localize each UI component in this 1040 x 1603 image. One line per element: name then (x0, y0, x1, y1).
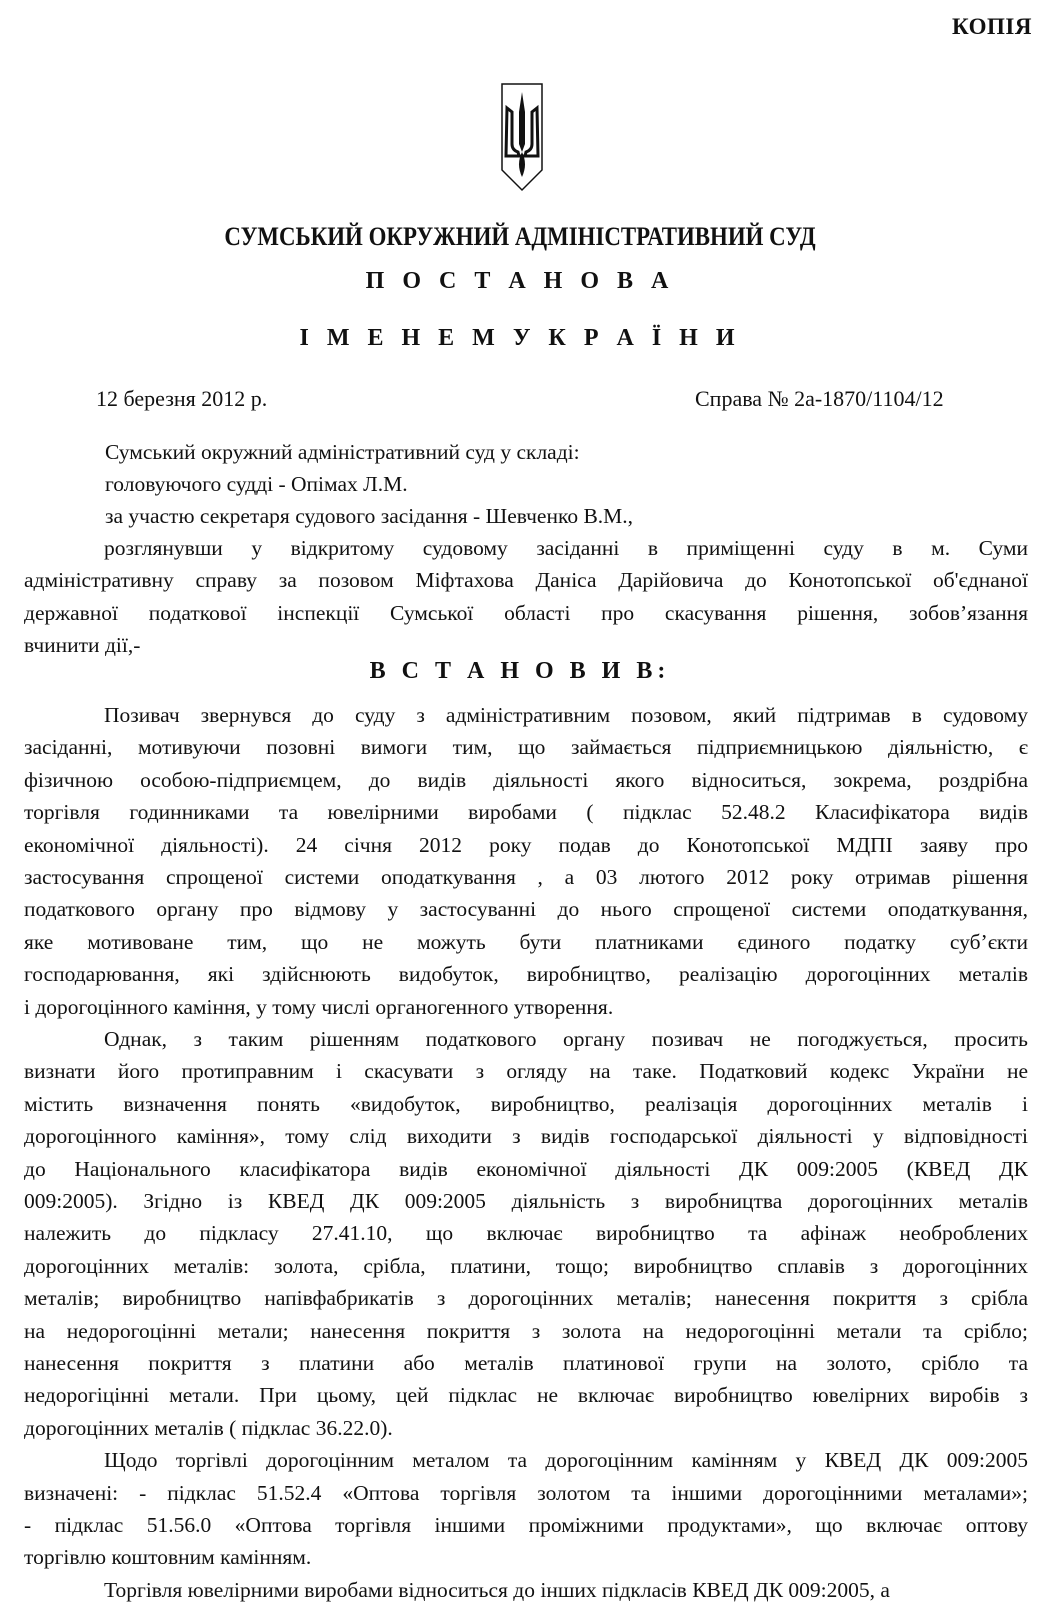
court-composition: Сумський окружний адміністративний суд у складі: (105, 440, 580, 464)
intro-line: адміністративну справу за позовом Міфтахова Даніса Дарійовича до Конотопської об'єднаної (24, 568, 1028, 593)
paragraph-line: торгівля годинниками та ювелірними виробами ( підклас 52.48.2 Класифікатора видів (24, 800, 1028, 825)
tryzub-icon (500, 82, 544, 192)
in-name-of-ukraine: І М Е Н Е М У К Р А Ї Н И (299, 325, 741, 351)
paragraph-line: господарювання, які здійснюють видобуток, виробництво, реалізацію дорогоцінних металів (24, 962, 1028, 987)
paragraph-line: визначені: - підклас 51.52.4 «Оптова торгівля золотом та іншими дорогоцінними металами»; (24, 1480, 1028, 1505)
paragraph-line: Щодо торгівлі дорогоцінним металом та дорогоцінним камінням у КВЕД ДК 009:2005 (104, 1448, 1028, 1473)
paragraph-line: податкового органу про відмову у застосуванні до нього спрощеної системи оподаткування, (24, 897, 1028, 922)
case-number: Справа № 2а-1870/1104/12 (695, 386, 944, 411)
paragraph-line: нанесення покриття з платини або металів платинової групи на золото, срібло та (24, 1351, 1028, 1375)
paragraph-line: Торгівля ювелірними виробами відноситься до інших підкласів КВЕД ДК 009:2005, а (104, 1577, 890, 1602)
paragraph-line: дорогоцінних металів ( підклас 36.22.0). (24, 1415, 393, 1440)
paragraph-line: торгівлю коштовним камінням. (24, 1545, 312, 1570)
paragraph-line: економічної діяльності). 24 січня 2012 року подав до Конотопської МДПІ заяву про (24, 832, 1028, 857)
document-type: П О С Т А Н О В А (365, 268, 675, 294)
court-secretary: за участю секретаря судового засідання - Шевченко В.М., (105, 504, 634, 528)
paragraph-line: засіданні, мотивуючи позовні вимоги тим, що займається підприємницькою діяльністю, є (24, 735, 1028, 760)
paragraph-line: - підклас 51.56.0 «Оптова торгівля іншими проміжними продуктами», що включає оптову (24, 1513, 1028, 1537)
paragraph-line: на недорогоцінні метали; нанесення покриття з золота на недорогоцінні метали та срібло; (24, 1318, 1028, 1343)
paragraph-line: фізичною особою-підприємцем, до видів діяльності якого відноситься, зокрема, роздрібна (24, 767, 1028, 792)
paragraph-line: дорогоцінних металів: золота, срібла, платини, тощо; виробництво сплавів з дорогоцінних (24, 1253, 1028, 1278)
paragraph-line: металів; виробництво напівфабрикатів з дорогоцінних металів; нанесення покриття з срібла (24, 1286, 1028, 1311)
paragraph-line: і дорогоцінного каміння, у тому числі органогенного утворення. (24, 994, 614, 1019)
section-title: В С Т А Н О В И В: (369, 658, 671, 684)
paragraph-line: недорогіцінні метали. При цьому, цей підклас не включає виробництво ювелірних виробів з (24, 1383, 1028, 1408)
paragraph-line: яке мотивоване тим, що не можуть бути платниками єдиного податку суб’єкти (24, 929, 1028, 954)
paragraph-line: до Національного класифікатора видів економічної діяльності ДК 009:2005 (КВЕД ДК (24, 1156, 1028, 1181)
decision-date: 12 березня 2012 р. (96, 386, 268, 411)
intro-line: розглянувши у відкритому судовому засіданні в приміщенні суду в м. Суми (104, 536, 1028, 560)
presiding-judge: головуючого судді - Опімах Л.М. (105, 472, 408, 496)
copy-stamp: КОПІЯ (952, 14, 1032, 39)
paragraph-line: застосування спрощеної системи оподаткування , а 03 лютого 2012 року отримав рішення (24, 865, 1028, 889)
paragraph-line: дорогоцінного каміння», тому слід виходити з видів господарської діяльності у відповідності (24, 1124, 1028, 1149)
paragraph-line: містить визначення понять «видобуток, виробництво, реалізація дорогоцінних металів і (24, 1091, 1028, 1116)
paragraph-line: 009:2005). Згідно із КВЕД ДК 009:2005 діяльність з виробництва дорогоцінних металів (24, 1189, 1028, 1213)
paragraph-line: визнати його протиправним і скасувати з огляду на таке. Податковий кодекс України не (24, 1059, 1028, 1084)
court-name: СУМСЬКИЙ ОКРУЖНИЙ АДМІНІСТРАТИВНИЙ СУД (224, 222, 816, 251)
paragraph-line: Позивач звернувся до суду з адміністративним позовом, який підтримав в судовому (104, 703, 1028, 727)
paragraph-line: Однак, з таким рішенням податкового органу позивач не погоджується, просить (104, 1027, 1028, 1051)
paragraph-line: належить до підкласу 27.41.10, що включає виробництво та афінаж необроблених (24, 1221, 1028, 1246)
intro-line: державної податкової інспекції Сумської області про скасування рішення, зобов’язання (24, 600, 1028, 625)
intro-line: вчинити дії,- (24, 633, 141, 658)
